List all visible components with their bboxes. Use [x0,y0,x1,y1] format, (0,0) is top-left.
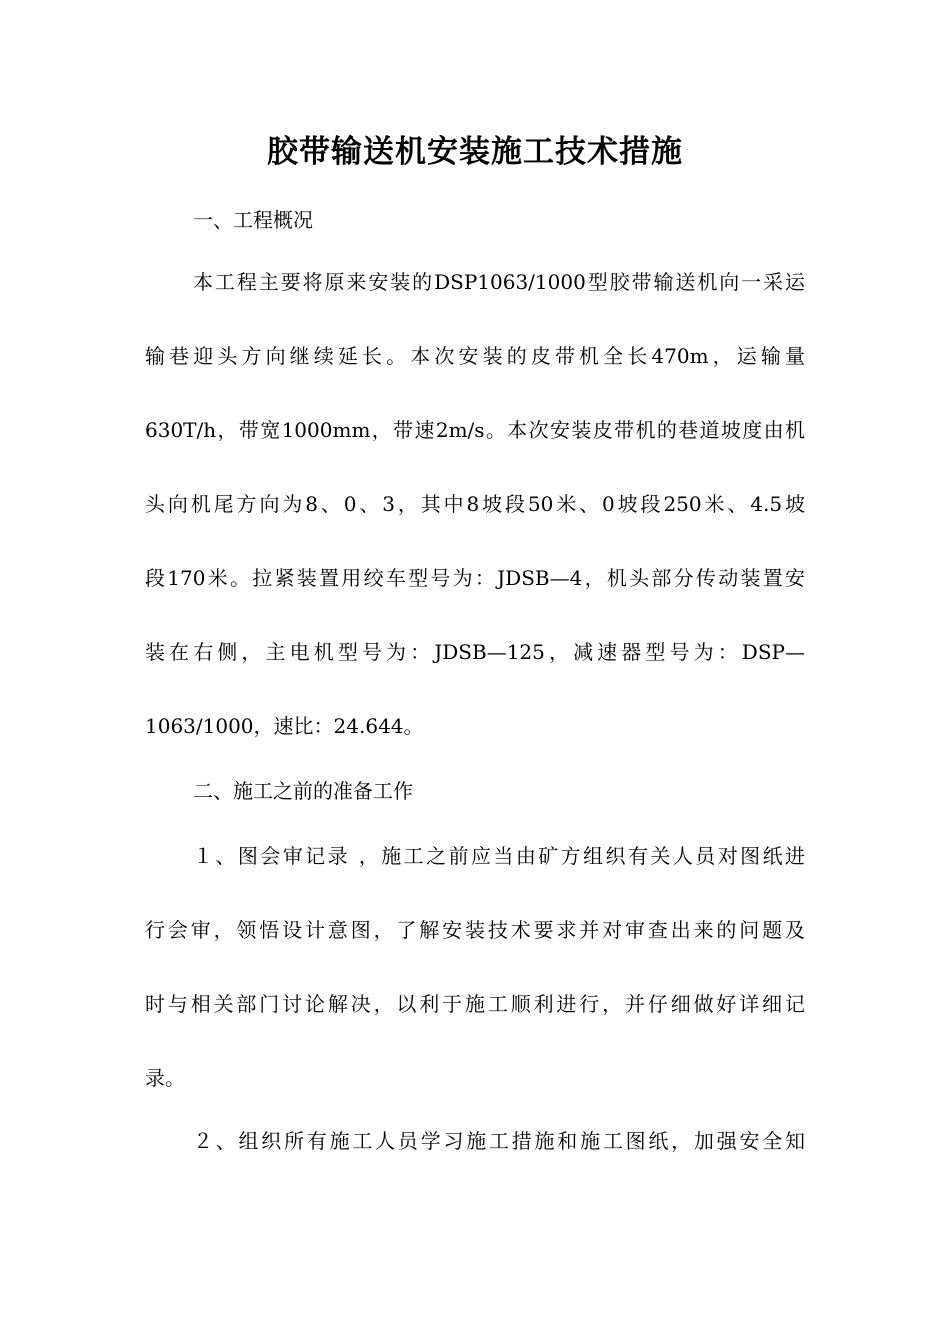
paragraph-line: 头向机尾方向为8、0、3，其中8坡段50米、0坡段250米、4.5坡 [145,492,805,516]
document-title: 胶带输送机安装施工技术措施 [267,134,683,170]
preparation-item-1 [145,819,805,1115]
section-heading-preparation: 二、施工之前的准备工作 [193,779,413,803]
paragraph-line: 本工程主要将原来安装的DSP1063/1000型胶带输送机向一采运 [193,270,805,294]
paragraph-line: 输巷迎头方向继续延长。本次安装的皮带机全长470m，运输量 [145,344,805,368]
paragraph-line: 录。 [145,1066,185,1090]
paragraph-line: 行会审，领悟设计意图，了解安装技术要求并对审查出来的问题及 [145,918,805,942]
paragraph-line: ２、组织所有施工人员学习施工措施和施工图纸，加强安全知 [193,1129,805,1153]
overview-paragraph [145,245,805,763]
section-heading-overview: 一、工程概况 [193,208,313,232]
paragraph-line: 时与相关部门讨论解决，以利于施工顺利进行，并仔细做好详细记 [145,992,805,1016]
paragraph-line: 段170米。拉紧装置用绞车型号为：JDSB—4，机头部分传动装置安 [145,566,805,590]
preparation-item-2 [145,1104,805,1178]
paragraph-line: 630T/h，带宽1000mm，带速2m/s。本次安装皮带机的巷道坡度由机 [145,418,805,442]
paragraph-line: 装在右侧，主电机型号为：JDSB—125，减速器型号为：DSP— [145,640,805,664]
paragraph-line: 1063/1000，速比：24.644。 [145,714,424,738]
paragraph-line: １、图会审记录 ，施工之前应当由矿方组织有关人员对图纸进 [193,844,805,868]
